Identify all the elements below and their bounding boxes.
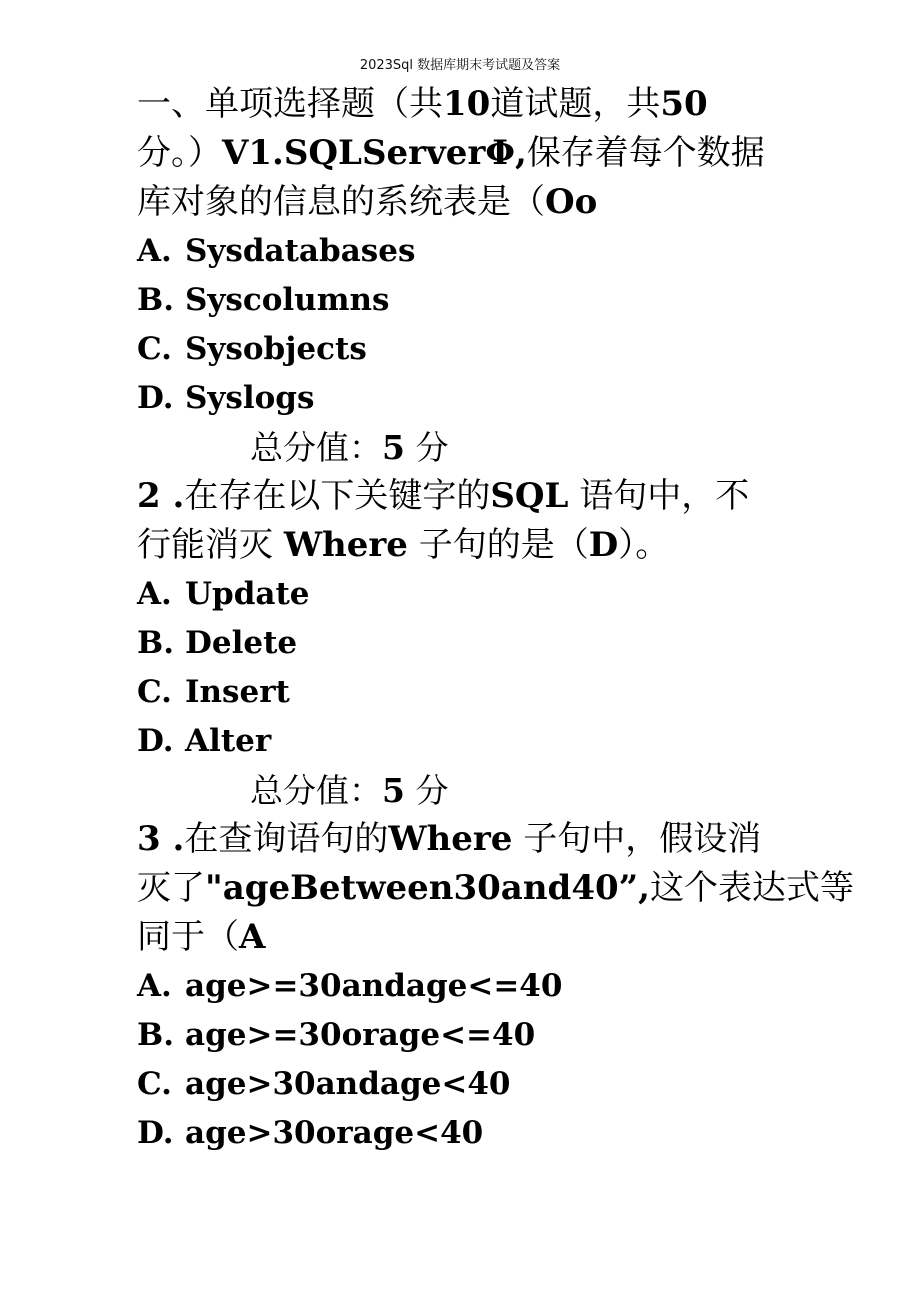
q2-score (137, 766, 787, 815)
text-run: 道试题，共 (490, 84, 661, 124)
score-label: 总分值： (250, 428, 382, 467)
option-letter: A. (137, 968, 172, 1004)
text-run: 在查询语句的 (184, 819, 389, 859)
text-run: "ageBetween30and40”, (205, 868, 651, 908)
question-2-stem-line-1 (137, 472, 787, 521)
text-run: 子句的是（ (418, 525, 589, 565)
option-letter: B. (137, 1017, 174, 1053)
section-heading-line-1 (137, 80, 787, 129)
text-run: 分。） (137, 133, 222, 173)
option-text: Insert (185, 674, 290, 710)
option-letter: A. (137, 576, 172, 612)
answer-letter: D (588, 525, 619, 565)
score-label: 总分值： (250, 771, 382, 810)
option-letter: B. (137, 625, 174, 661)
text-run: 这个表达式等 (650, 868, 855, 908)
option-text: Delete (185, 625, 298, 661)
option-text: Update (185, 576, 310, 612)
option-text: Sysobjects (185, 331, 367, 367)
question-1-stem (137, 178, 787, 227)
q2-option-a (137, 570, 787, 619)
q3-option-d (137, 1109, 787, 1158)
text-run: Where (388, 819, 513, 859)
text-run: ）。 (618, 525, 670, 565)
section-heading-line-2 (137, 129, 787, 178)
option-letter: C. (137, 674, 172, 710)
option-text: Syscolumns (185, 282, 390, 318)
question-2-stem-line-2 (137, 521, 787, 570)
option-text: age>30orage<40 (185, 1115, 484, 1151)
option-text: Alter (185, 723, 272, 759)
question-3-stem-line-3 (137, 913, 787, 962)
q1-option-c (137, 325, 787, 374)
text-run: Oo (545, 182, 598, 222)
text-run: 在存在以下关键字的 (184, 476, 491, 516)
text-run: 语句中，不 (579, 476, 750, 516)
text-run: 10 (443, 84, 491, 124)
q1-option-d (137, 374, 787, 423)
q1-option-b (137, 276, 787, 325)
score-value: 5 (382, 771, 405, 810)
q2-option-c (137, 668, 787, 717)
q1-score (137, 423, 787, 472)
option-letter: A. (137, 233, 172, 269)
q2-option-d (137, 717, 787, 766)
score-unit: 分 (415, 428, 449, 467)
text-run: 行能消灭 (137, 525, 273, 565)
option-text: age>=30andage<=40 (185, 968, 563, 1004)
text-run: 灭了 (137, 868, 205, 908)
text-run: 子句中，假设消 (523, 819, 762, 859)
option-letter: D. (137, 380, 174, 416)
text-run: 50 (660, 84, 708, 124)
text-run: V1.SQLServerΦ, (222, 133, 527, 173)
text-run: Where (283, 525, 408, 565)
question-number: 2 . (137, 476, 185, 516)
option-text: Sysdatabases (185, 233, 416, 269)
text-run: 保存着每个数据 (526, 133, 765, 173)
option-text: Syslogs (185, 380, 315, 416)
question-number: 3 . (137, 819, 185, 859)
q3-option-c (137, 1060, 787, 1109)
option-text: age>=30orage<=40 (185, 1017, 536, 1053)
text-run: 库对象的信息的系统表是（ (137, 182, 545, 222)
q3-option-b (137, 1011, 787, 1060)
option-letter: B. (137, 282, 174, 318)
option-letter: C. (137, 1066, 172, 1102)
option-letter: C. (137, 331, 172, 367)
option-text: age>30andage<40 (185, 1066, 511, 1102)
text-run: 同于（ (137, 917, 239, 957)
question-3-stem-line-1 (137, 815, 787, 864)
q3-option-a (137, 962, 787, 1011)
option-letter: D. (137, 1115, 174, 1151)
text-run: SQL (490, 476, 569, 516)
document-body (137, 80, 855, 1158)
score-unit: 分 (415, 771, 449, 810)
q2-option-b (137, 619, 787, 668)
question-3-stem-line-2 (137, 864, 855, 913)
score-value: 5 (382, 428, 405, 467)
q1-option-a (137, 227, 787, 276)
page-header: 2023Sql 数据库期末考试题及答案 (359, 58, 561, 73)
text-run: 一、单项选择题（共 (137, 84, 443, 124)
option-letter: D. (137, 723, 174, 759)
answer-letter: A (239, 917, 266, 957)
